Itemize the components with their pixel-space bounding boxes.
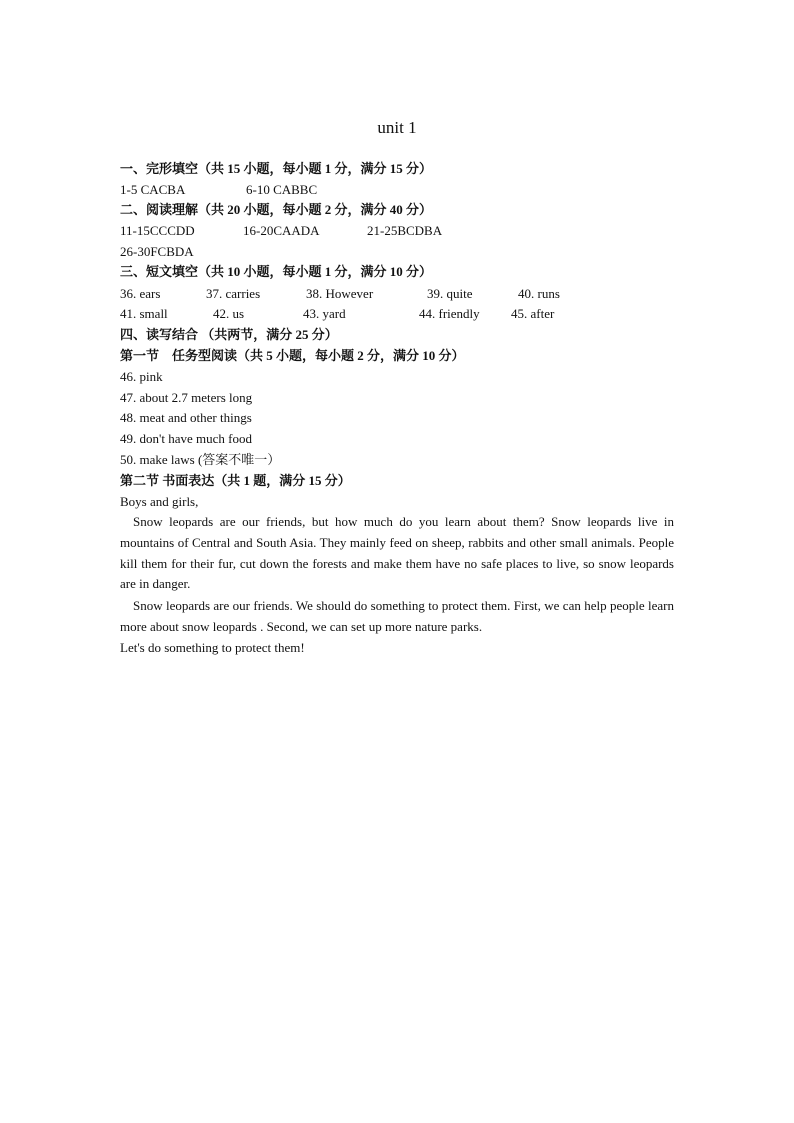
task-answer: 49. don't have much food	[120, 431, 252, 446]
section4-heading: 四、读写结合 （共两节，满分 25 分）	[120, 327, 338, 342]
task-answer: 46. pink	[120, 369, 163, 384]
section3-row1	[120, 285, 674, 303]
section2-heading: 二、阅读理解（共 20 小题，每小题 2 分，满分 40 分）	[120, 202, 433, 217]
answer-group: 16-20CAADA	[243, 223, 320, 238]
section1-answers	[120, 181, 674, 199]
blank-answer: 41. small	[120, 306, 168, 321]
section1-heading: 一、完形填空（共 15 小题，每小题 1 分，满分 15 分）	[120, 161, 433, 176]
blank-answer: 43. yard	[303, 306, 346, 321]
blank-answer: 44. friendly	[419, 306, 480, 321]
part2-heading: 第二节 书面表达（共 1 题，满分 15 分）	[120, 473, 351, 488]
page-title: unit 1	[377, 118, 417, 137]
blank-answer: 45. after	[511, 306, 555, 321]
answer-group: 11-15CCCDD	[120, 223, 195, 238]
essay-greeting: Boys and girls,	[120, 494, 199, 509]
essay-paragraph-2: Snow leopards are our friends. We should do something to protect them. First, we can help people learn more about snow leopards . Second, we can set up more nature parks.	[120, 598, 674, 634]
blank-answer: 38. However	[306, 286, 374, 301]
task-answer: 50. make laws (答案不唯一）	[120, 452, 281, 467]
answer-group: 1-5 CACBA	[120, 182, 186, 197]
section2-answers-line2: 26-30FCBDA	[120, 244, 194, 259]
section3-row2	[120, 305, 674, 323]
task-answer: 47. about 2.7 meters long	[120, 390, 253, 405]
essay-closing: Let's do something to protect them!	[120, 640, 305, 655]
answer-group: 21-25BCDBA	[367, 223, 443, 238]
task-answer: 48. meat and other things	[120, 410, 252, 425]
blank-answer: 39. quite	[427, 286, 473, 301]
part1-heading: 第一节 任务型阅读（共 5 小题，每小题 2 分，满分 10 分）	[120, 348, 465, 363]
section3-heading: 三、短文填空（共 10 小题，每小题 1 分，满分 10 分）	[120, 264, 433, 279]
blank-answer: 40. runs	[518, 286, 560, 301]
essay-paragraph-1: Snow leopards are our friends, but how much do you learn about them? Snow leopards live in mountains of Central and South Asia. They mainly feed on sheep, rabbits and other small animals. People kill them for their fur, cut down the forests and make them have no safe places to live, so snow leopards are in danger.	[120, 514, 674, 592]
answer-group: 6-10 CABBC	[246, 182, 318, 197]
blank-answer: 36. ears	[120, 286, 161, 301]
blank-answer: 42. us	[213, 306, 245, 321]
section2-answers	[120, 222, 674, 240]
blank-answer: 37. carries	[206, 286, 261, 301]
